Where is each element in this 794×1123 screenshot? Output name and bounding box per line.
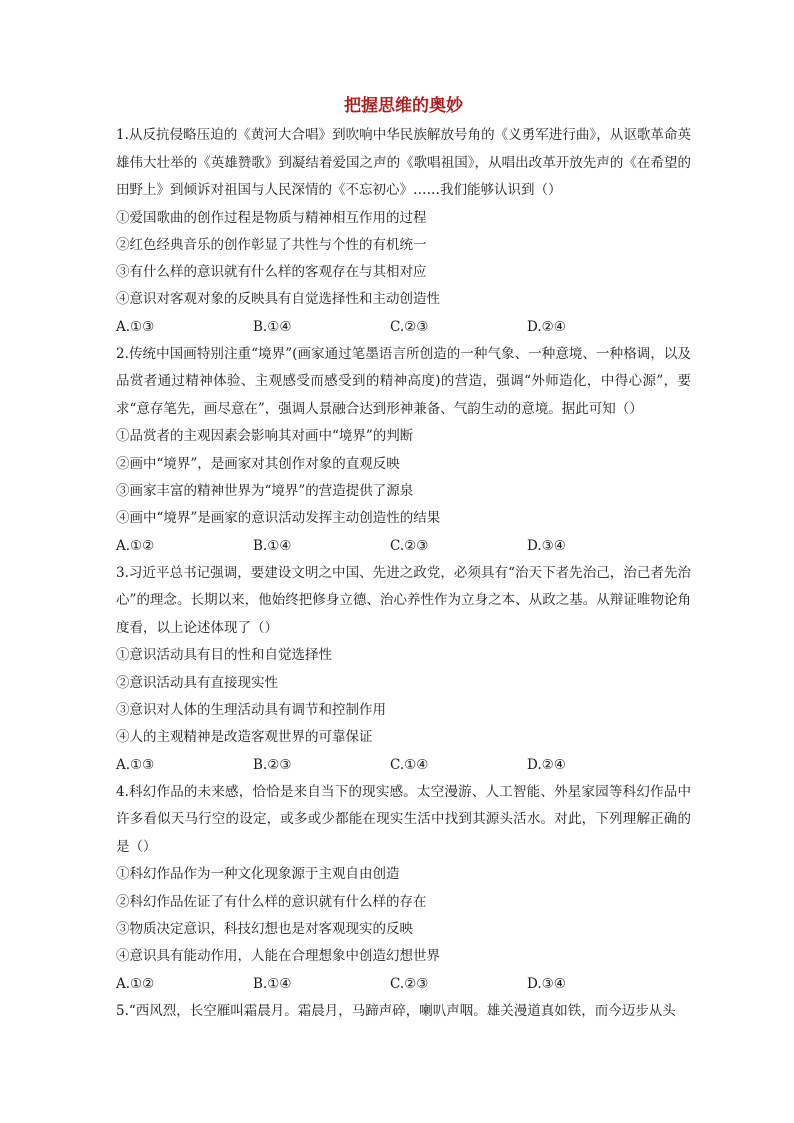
statement-1: ①科幻作品作为一种文化现象源于主观自由创造	[116, 866, 400, 883]
answer-choices	[116, 314, 691, 341]
question-3	[116, 560, 691, 779]
statement-2: ②意识活动具有直接现实性	[116, 674, 278, 691]
choice-c: C.②③	[390, 975, 429, 992]
choice-a: A.①②	[116, 537, 155, 554]
statement-3: ③有什么样的意识就有什么样的客观存在与其相对应	[116, 264, 427, 281]
question-2	[116, 341, 691, 560]
choice-b: B.①④	[253, 975, 292, 992]
choice-d: D.③④	[527, 975, 566, 992]
choice-c: C.②③	[390, 318, 429, 335]
statement-2: ②画中“境界”，是画家对其创作对象的直观反映	[116, 455, 400, 472]
statement-4: ④画中“境界”是画家的意识活动发挥主动创造性的结果	[116, 510, 441, 527]
question-stem: 1.从反抗侵略压迫的《黄河大合唱》到吹响中华民族解放号角的《义勇军进行曲》，从讴歌革命英雄伟大壮举的《英雄赞歌》到凝结着爱国之声的《歌唱祖国》，从唱出改革开放先声的《在希望的田野上》到倾诉对祖国与人民深情的《不忘初心》……我们能够认识到（）	[116, 127, 691, 198]
statement-3: ③物质决定意识，科技幻想也是对客观现实的反映	[116, 921, 413, 938]
choice-b: B.①④	[253, 537, 292, 554]
question-stem: 5.“西风烈，长空雁叫霜晨月。霜晨月，马蹄声碎，喇叭声咽。雄关漫道真如铁，而今迈步从头	[116, 1002, 676, 1019]
choice-b: B.②③	[253, 756, 292, 773]
statement-1: ①爱国歌曲的创作过程是物质与精神相互作用的过程	[116, 209, 427, 226]
choice-d: D.②④	[527, 318, 566, 335]
statement-4: ④人的主观精神是改造客观世界的可靠保证	[116, 729, 373, 746]
question-5	[116, 998, 691, 1026]
document-title: 把握思维的奥妙	[344, 96, 463, 116]
statement-2: ②红色经典音乐的创作彰显了共性与个性的有机统一	[116, 236, 427, 253]
statement-1: ①意识活动具有目的性和自觉选择性	[116, 647, 332, 664]
choice-d: D.③④	[527, 537, 566, 554]
answer-choices	[116, 752, 691, 779]
choice-d: D.②④	[527, 756, 566, 773]
statement-3: ③画家丰富的精神世界为“境界”的营造提供了源泉	[116, 483, 414, 500]
statement-3: ③意识对人体的生理活动具有调节和控制作用	[116, 702, 386, 719]
question-stem: 3.习近平总书记强调，要建设文明之中国、先进之政党，必须具有“治天下者先治己，治己者先治心”的理念。长期以来，他始终把修身立德、治心养性作为立身之本、从政之基。从辩证唯物论角度看，以上论述体现了（）	[116, 564, 691, 636]
question-4	[116, 779, 691, 998]
choice-b: B.①④	[253, 318, 292, 335]
question-stem: 4.科幻作品的未来感，恰恰是来自当下的现实感。太空漫游、人工智能、外星家园等科幻作品中许多看似天马行空的设定，或多或少都能在现实生活中找到其源头活水。对此，下列理解正确的是（）	[116, 783, 691, 855]
answer-choices	[116, 971, 691, 998]
statement-4: ④意识对客观对象的反映具有自觉选择性和主动创造性	[116, 291, 440, 308]
choice-c: C.①④	[390, 756, 429, 773]
statement-4: ④意识具有能动作用，人能在合理想象中创造幻想世界	[116, 948, 440, 965]
choice-a: A.①③	[116, 318, 155, 335]
choice-a: A.①②	[116, 975, 155, 992]
choice-c: C.②③	[390, 537, 429, 554]
statement-1: ①品赏者的主观因素会影响其对画中“境界”的判断	[116, 428, 414, 445]
statement-2: ②科幻作品佐证了有什么样的意识就有什么样的存在	[116, 893, 427, 910]
choice-a: A.①③	[116, 756, 155, 773]
question-stem: 2.传统中国画特别注重“境界”(画家通过笔墨语言所创造的一种气象、一种意境、一种格调，以及品赏者通过精神体验、主观感受而感受到的精神高度)的营造，强调“外师造化，中得心源”，要求“意存笔先，画尽意在”，强调人景融合达到形神兼备、气韵生动的意境。据此可知（）	[116, 345, 691, 417]
question-1	[116, 122, 691, 341]
answer-choices	[116, 533, 691, 560]
